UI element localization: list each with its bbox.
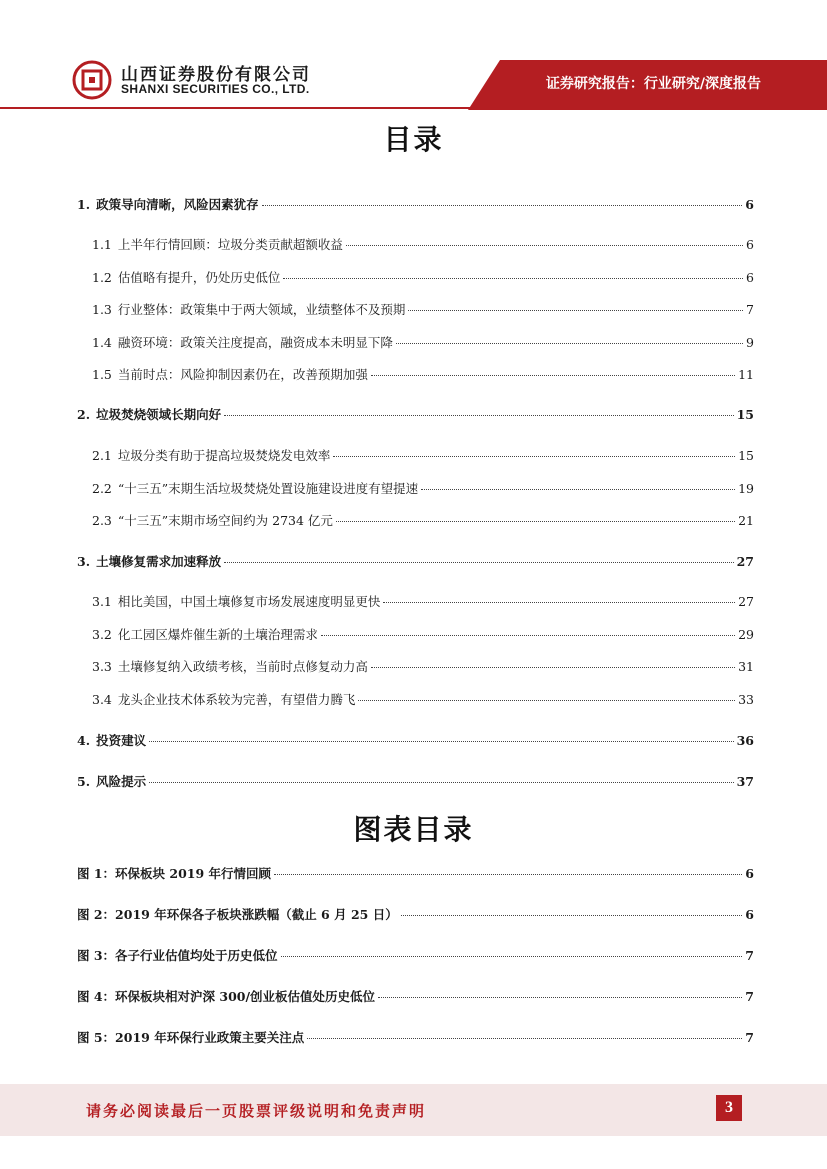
toc-entry-page: 6: [746, 270, 754, 285]
figure-entry-page: 7: [745, 1030, 754, 1045]
leader-dots: [274, 874, 742, 875]
leader-dots: [333, 456, 735, 457]
leader-dots: [224, 415, 734, 416]
leader-dots: [283, 278, 743, 279]
header-divider: [0, 107, 827, 109]
leader-dots: [149, 782, 734, 783]
toc-entry-number: 1.3: [92, 302, 112, 317]
toc-entry-label: 上半年行情回顾：垃圾分类贡献超额收益: [117, 237, 343, 252]
figure-entry-label: 图 2：2019 年环保各子板块涨跌幅（截止 6 月 25 日）: [77, 907, 398, 922]
company-name-cn: 山西证券股份有限公司: [121, 65, 311, 85]
toc-entry-number: 2.3: [92, 513, 112, 528]
toc-entry-label: “十三五”末期生活垃圾焚烧处置设施建设进度有望提速: [117, 481, 419, 496]
toc-entry-label: 化工园区爆炸催生新的土壤治理需求: [117, 627, 318, 642]
company-name-en: SHANXI SECURITIES CO., LTD.: [121, 82, 310, 96]
toc-entry-label: 龙头企业技术体系较为完善，有望借力腾飞: [117, 692, 356, 707]
leader-dots: [336, 521, 735, 522]
figure-entry[interactable]: [77, 987, 754, 1007]
toc-entry-page: 31: [738, 659, 754, 674]
toc-entry[interactable]: [92, 446, 754, 466]
toc-entry-label: 投资建议: [96, 733, 147, 748]
figure-entry-page: 7: [745, 948, 754, 963]
figure-entry[interactable]: [77, 864, 754, 884]
figure-entry-page: 7: [745, 989, 754, 1004]
toc-entry-label: 融资环境：政策关注度提高，融资成本未明显下降: [117, 335, 393, 350]
toc-entry-number: 2.2: [92, 481, 112, 496]
leader-dots: [224, 562, 734, 563]
figure-entry-label: 图 3：各子行业估值均处于历史低位: [77, 948, 278, 963]
toc-entry[interactable]: [92, 333, 754, 353]
figure-entry-page: 6: [745, 866, 754, 881]
figure-entry-label: 图 5：2019 年环保行业政策主要关注点: [77, 1030, 305, 1045]
toc-entry-number: 2.1: [92, 448, 112, 463]
toc-entry[interactable]: [77, 405, 754, 425]
toc-entry-page: 27: [738, 594, 754, 609]
toc-entry-page: 6: [745, 197, 754, 212]
toc-entry[interactable]: [92, 592, 754, 612]
toc-entry[interactable]: [92, 300, 754, 320]
toc-entry[interactable]: [77, 552, 754, 572]
toc-entry-number: 3.1: [92, 594, 112, 609]
figure-entry-label: 图 1：环保板块 2019 年行情回顾: [77, 866, 272, 881]
leader-dots: [358, 700, 735, 701]
footer-disclaimer: 请务必阅读最后一页股票评级说明和免责声明: [86, 1102, 427, 1120]
toc-entry-page: 37: [736, 774, 754, 789]
toc-entry-page: 29: [738, 627, 754, 642]
toc-entry-label: 土壤修复纳入政绩考核，当前时点修复动力高: [117, 659, 368, 674]
toc-entry[interactable]: [92, 365, 754, 385]
toc-entry-page: 33: [738, 692, 754, 707]
toc-entry-label: 土壤修复需求加速释放: [96, 554, 222, 569]
leader-dots: [396, 343, 743, 344]
toc-entry-page: 9: [746, 335, 754, 350]
page-header: [0, 0, 827, 112]
toc-entry-number: 1.: [77, 197, 91, 212]
toc-entry[interactable]: [92, 479, 754, 499]
toc-entry[interactable]: [92, 657, 754, 677]
toc-entry-page: 11: [738, 367, 754, 382]
toc-entry-label: 当前时点：风险抑制因素仍在，改善预期加强: [117, 367, 368, 382]
toc-entry[interactable]: [92, 625, 754, 645]
toc-entry-number: 3.: [77, 554, 91, 569]
toc-entry-label: “十三五”末期市场空间约为 2734 亿元: [117, 513, 333, 528]
toc-entry-label: 垃圾分类有助于提高垃圾焚烧发电效率: [117, 448, 331, 463]
toc-entry-number: 2.: [77, 407, 91, 422]
toc-entry-number: 1.2: [92, 270, 112, 285]
toc-title: 目录: [383, 123, 444, 156]
leader-dots: [378, 997, 742, 998]
toc-entry[interactable]: [92, 235, 754, 255]
leader-dots: [346, 245, 743, 246]
toc-entry-page: 36: [736, 733, 754, 748]
leader-dots: [371, 375, 735, 376]
toc-entry-page: 15: [738, 448, 754, 463]
toc-entry-label: 风险提示: [96, 774, 147, 789]
toc-entry-number: 3.2: [92, 627, 112, 642]
leader-dots: [408, 310, 743, 311]
leader-dots: [401, 915, 743, 916]
leader-dots: [281, 956, 743, 957]
toc-entry-number: 1.4: [92, 335, 112, 350]
toc-entry[interactable]: [77, 195, 754, 215]
toc-entry-page: 15: [736, 407, 754, 422]
figure-entry[interactable]: [77, 905, 754, 925]
leader-dots: [149, 741, 734, 742]
toc-entry-number: 1.5: [92, 367, 112, 382]
toc-entry-number: 4.: [77, 733, 91, 748]
figure-entry-page: 6: [745, 907, 754, 922]
toc-entry[interactable]: [92, 690, 754, 710]
leader-dots: [307, 1038, 742, 1039]
toc-entry-page: 7: [746, 302, 754, 317]
figure-entry[interactable]: [77, 1028, 754, 1048]
leader-dots: [371, 667, 735, 668]
figure-entry[interactable]: [77, 946, 754, 966]
toc-entry-number: 1.1: [92, 237, 112, 252]
figures-title: 图表目录: [353, 813, 474, 846]
toc-entry[interactable]: [92, 268, 754, 288]
toc-entry[interactable]: [77, 772, 754, 792]
toc-entry-page: 6: [746, 237, 754, 252]
toc-entry-label: 行业整体：政策集中于两大领域，业绩整体不及预期: [117, 302, 406, 317]
toc-entry-page: 27: [736, 554, 754, 569]
leader-dots: [262, 205, 743, 206]
toc-entry[interactable]: [77, 731, 754, 751]
toc-entry-label: 政策导向清晰，风险因素犹存: [96, 197, 259, 212]
leader-dots: [321, 635, 735, 636]
toc-entry-number: 3.3: [92, 659, 112, 674]
report-type: 证券研究报告：行业研究/深度报告: [545, 76, 761, 92]
toc-entry-label: 垃圾焚烧领域长期向好: [96, 407, 222, 422]
toc-entry[interactable]: [92, 511, 754, 531]
leader-dots: [421, 489, 735, 490]
toc-entry-number: 5.: [77, 774, 91, 789]
leader-dots: [383, 602, 735, 603]
toc-entry-page: 19: [738, 481, 754, 496]
toc-entry-label: 相比美国，中国土壤修复市场发展速度明显更快: [117, 594, 381, 609]
figure-entry-label: 图 4：环保板块相对沪深 300/创业板估值处历史低位: [77, 989, 376, 1004]
page-number: 3: [716, 1095, 742, 1121]
toc-entry-page: 21: [738, 513, 754, 528]
toc-entry-label: 估值略有提升，仍处历史低位: [117, 270, 281, 285]
toc-entry-number: 3.4: [92, 692, 112, 707]
